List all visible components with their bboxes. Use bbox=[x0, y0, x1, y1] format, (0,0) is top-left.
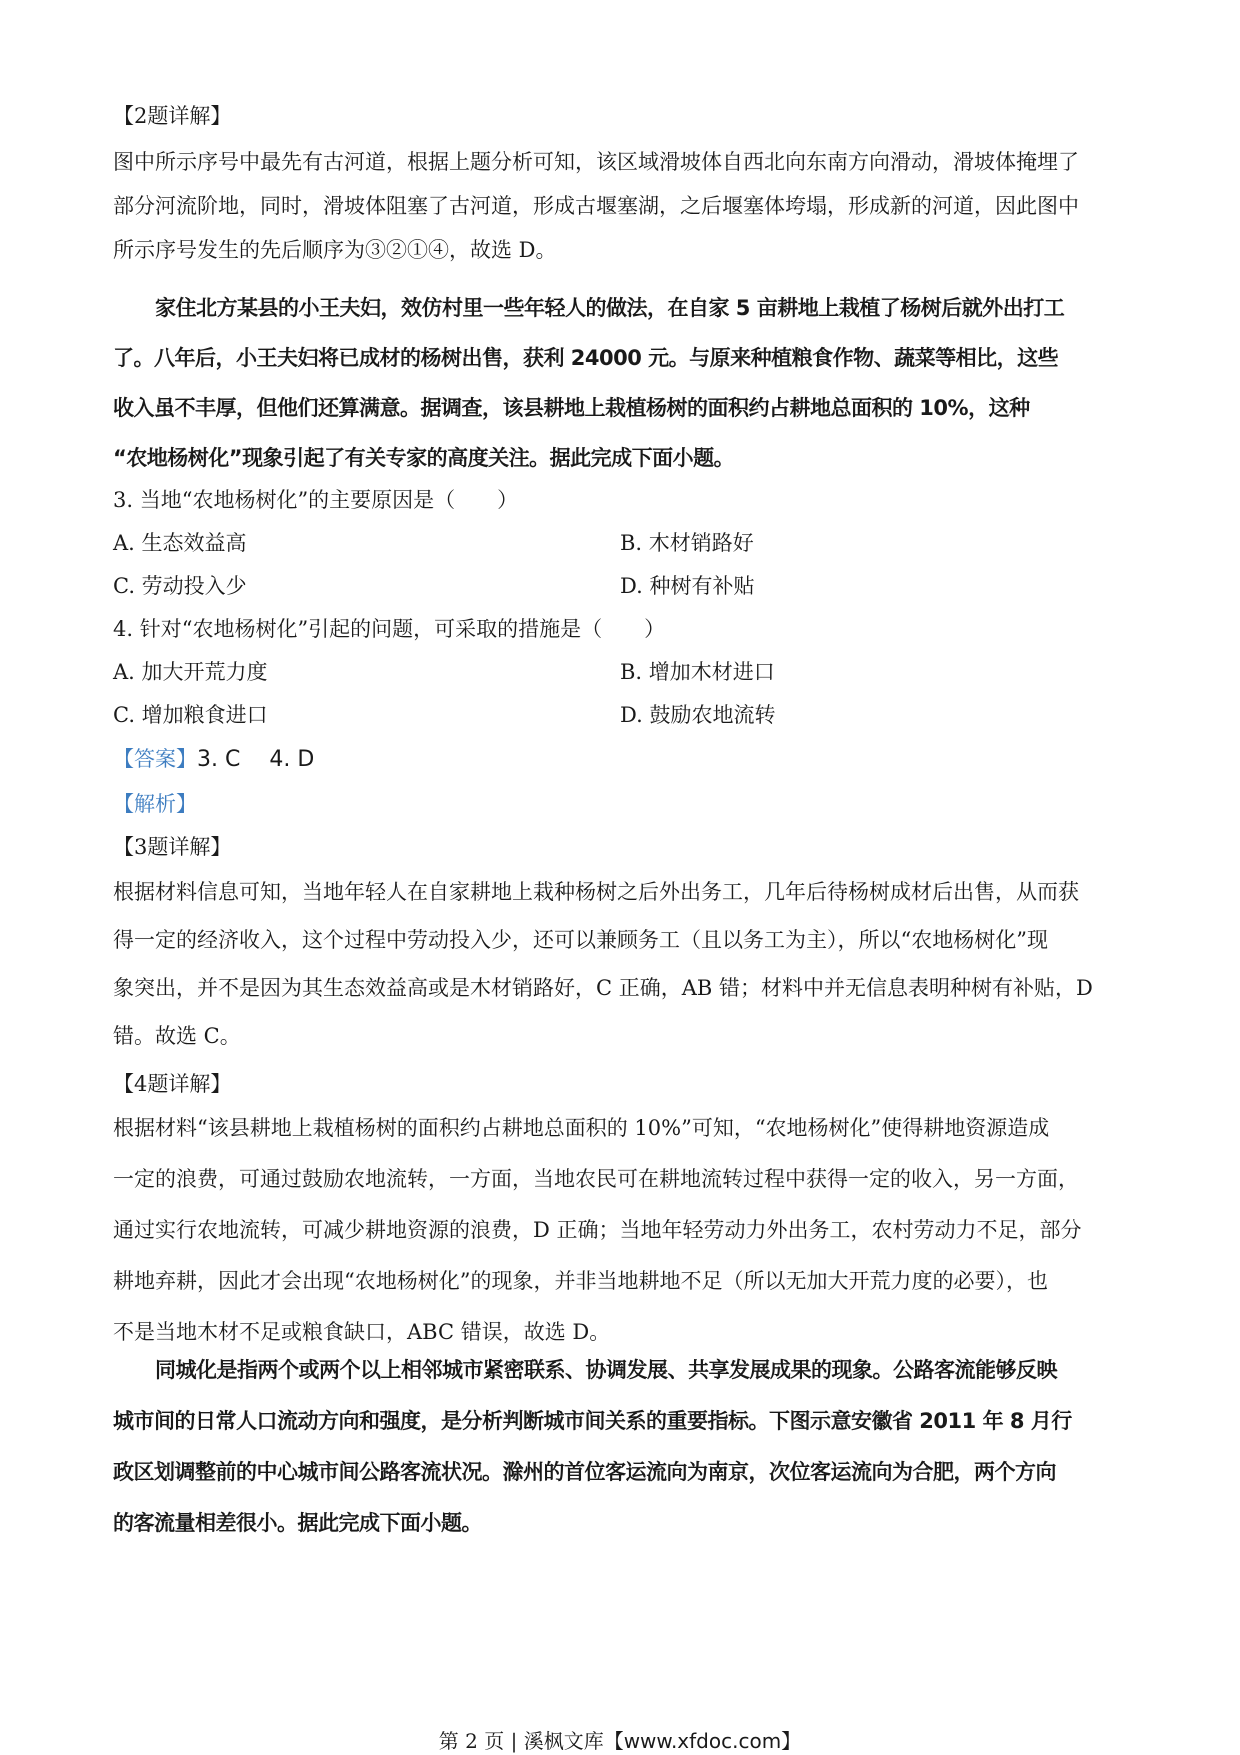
text-line: 象突出，并不是因为其生态效益高或是木材销路好，C 正确，AB 错；材料中并无信息表明种树有补贴，D bbox=[113, 976, 1093, 1000]
q3-detail-heading: 【3题详解】 bbox=[113, 835, 232, 859]
text-line: 耕地弃耕，因此才会出现“农地杨树化”的现象，并非当地耕地不足（所以无加大开荒力度的必要），也 bbox=[113, 1269, 1048, 1293]
text-line: 通过实行农地流转，可减少耕地资源的浪费，D 正确；当地年轻劳动力外出务工，农村劳动力不足，部分 bbox=[113, 1218, 1082, 1242]
q4-option-c: C. 增加粮食进口 bbox=[113, 703, 268, 727]
footer-separator: | bbox=[504, 1729, 524, 1753]
text-line: 不是当地木材不足或粮食缺口，ABC 错误，故选 D。 bbox=[113, 1320, 611, 1344]
q3-option-c: C. 劳动投入少 bbox=[113, 574, 247, 598]
answer-value: 3. C 4. D bbox=[197, 747, 315, 772]
q2-detail-body bbox=[113, 147, 1128, 265]
answer-label: 【答案】 bbox=[113, 747, 197, 771]
text-line: 根据材料“该县耕地上栽植杨树的面积约占耕地总面积的 10%”可知，“农地杨树化”使得耕地资源造成 bbox=[113, 1116, 1050, 1140]
text-line: 根据材料信息可知，当地年轻人在自家耕地上栽种杨树之后外出务工，几年后待杨树成材后出售，从而获 bbox=[113, 880, 1079, 904]
q3-option-d: D. 种树有补贴 bbox=[620, 574, 755, 598]
q4-detail-heading: 【4题详解】 bbox=[113, 1072, 232, 1096]
q3-option-a: A. 生态效益高 bbox=[113, 531, 247, 555]
page-number: 第 2 页 bbox=[438, 1729, 505, 1753]
answer-line bbox=[113, 744, 1128, 775]
q4-detail-body bbox=[113, 1113, 1128, 1347]
text-line: 得一定的经济收入，这个过程中劳动投入少，还可以兼顾务工（且以务工为主），所以“农地杨树化”现 bbox=[113, 928, 1048, 952]
q4-option-b: B. 增加木材进口 bbox=[620, 660, 775, 684]
text-line: 错。故选 C。 bbox=[113, 1024, 241, 1048]
footer-brand: 溪枫文库【www.xfdoc.com】 bbox=[523, 1729, 802, 1753]
text-line: 所示序号发生的先后顺序为③②①④，故选 D。 bbox=[113, 238, 557, 262]
text-line: 收入虽不丰厚，但他们还算满意。据调查，该县耕地上栽植杨树的面积约占耕地总面积的 10%，这种 bbox=[113, 396, 1030, 420]
text-line: 家住北方某县的小王夫妇，效仿村里一些年轻人的做法，在自家 5 亩耕地上栽植了杨树后就外出打工 bbox=[155, 296, 1065, 320]
question-3-stem: 3. 当地“农地杨树化”的主要原因是（ ） bbox=[113, 488, 519, 512]
text-line: 同城化是指两个或两个以上相邻城市紧密联系、协调发展、共享发展成果的现象。公路客流能够反映 bbox=[155, 1358, 1057, 1382]
question-4-stem: 4. 针对“农地杨树化”引起的问题，可采取的措施是（ ） bbox=[113, 617, 666, 641]
text-line: 的客流量相差很小。据此完成下面小题。 bbox=[113, 1511, 482, 1535]
text-line: 了。八年后，小王夫妇将已成材的杨树出售，获利 24000 元。与原来种植粮食作物、蔬菜等相比，这些 bbox=[113, 346, 1059, 370]
q4-option-d: D. 鼓励农地流转 bbox=[620, 703, 776, 727]
q3-option-b: B. 木材销路好 bbox=[620, 531, 754, 555]
q2-detail-heading: 【2题详解】 bbox=[113, 104, 232, 128]
text-line: 政区划调整前的中心城市间公路客流状况。滁州的首位客运流向为南京，次位客运流向为合肥，两个方向 bbox=[113, 1460, 1056, 1484]
text-line: 图中所示序号中最先有古河道，根据上题分析可知，该区域滑坡体自西北向东南方向滑动，滑坡体掩埋了 bbox=[113, 150, 1079, 174]
q3-detail-body bbox=[113, 877, 1128, 1051]
material-paragraph-1 bbox=[113, 293, 1128, 473]
analysis-label: 【解析】 bbox=[113, 792, 197, 816]
text-line: “农地杨树化”现象引起了有关专家的高度关注。据此完成下面小题。 bbox=[113, 446, 735, 470]
text-line: 一定的浪费，可通过鼓励农地流转，一方面，当地农民可在耕地流转过程中获得一定的收入，另一方面， bbox=[113, 1167, 1079, 1191]
text-line: 部分河流阶地，同时，滑坡体阻塞了古河道，形成古堰塞湖，之后堰塞体垮塌，形成新的河道，因此图中 bbox=[113, 194, 1079, 218]
q4-option-a: A. 加大开荒力度 bbox=[113, 660, 268, 684]
text-line: 城市间的日常人口流动方向和强度，是分析判断城市间关系的重要指标。下图示意安徽省 2011 年 8 月行 bbox=[113, 1409, 1072, 1433]
material-paragraph-2 bbox=[113, 1355, 1128, 1538]
page-footer bbox=[0, 1728, 1240, 1755]
